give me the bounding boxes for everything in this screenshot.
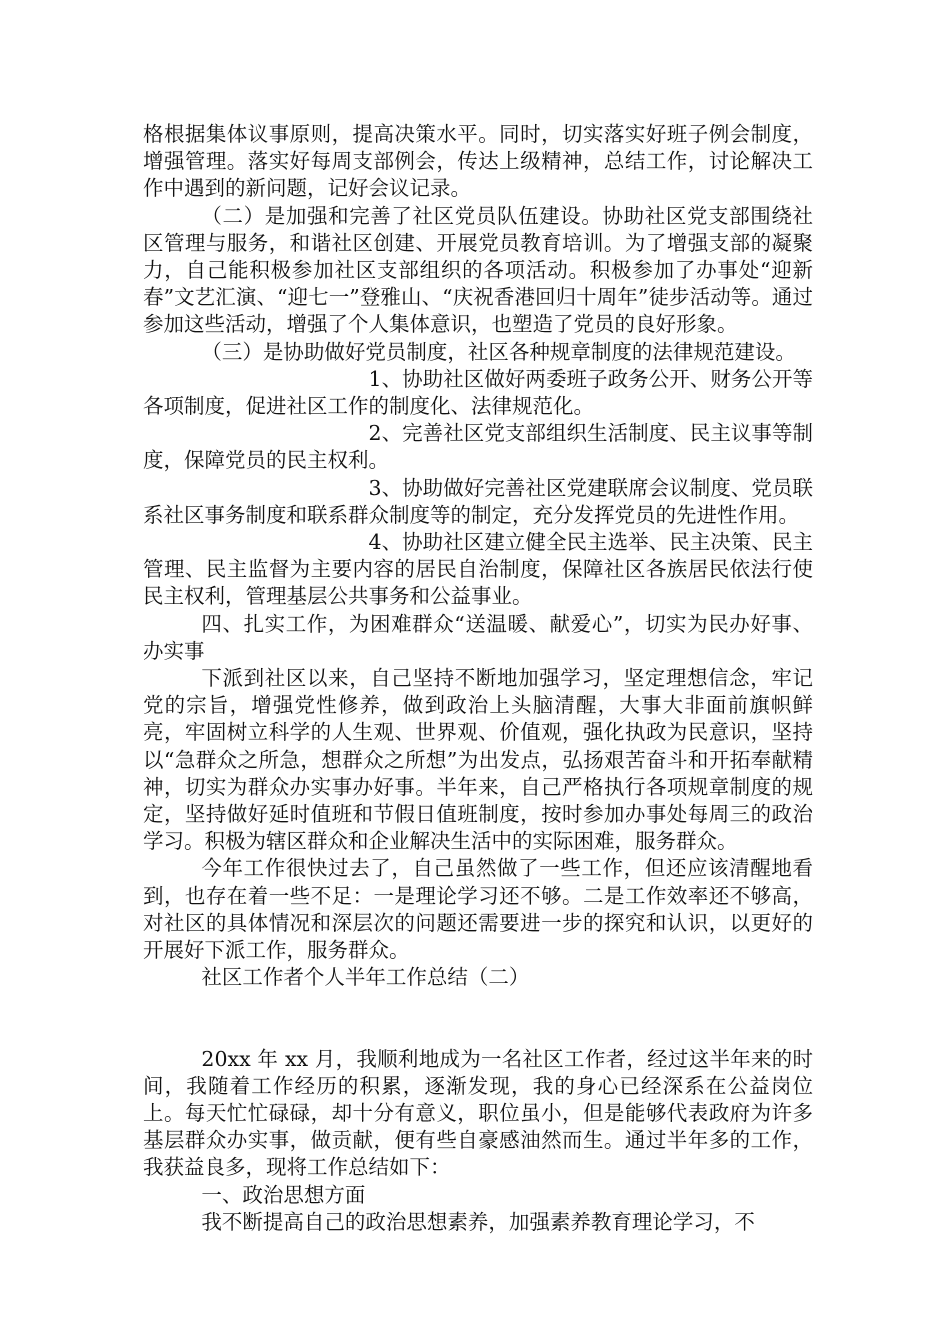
- paragraph-2: （二）是加强和完善了社区党员队伍建设。协助社区党支部围绕社区管理与服务，和谐社区创建、开展党员教育培训。为了增强支部的凝聚力，自己能积极参加社区支部组织的各项活动。积极参加了办事处“迎新春”文艺汇演、“迎七一”登雅山、“庆祝香港回归十周年”徒步活动等。通过参加这些活动，增强了个人集体意识，也塑造了党员的良好形象。: [143, 203, 813, 337]
- section-heading-politics: 一、政治思想方面: [201, 1182, 366, 1207]
- blank-spacer: [143, 992, 813, 1046]
- paragraph-6: 20xx 年 xx 月，我顺利地成为一名社区工作者，经过这半年来的时间，我随着工作经历的积累，逐渐发现，我的身心已经深系在公益岗位上。每天忙忙碌碌，却十分有意义，职位虽小，但是能够代表政府为许多基层群众办实事，做贡献，便有些自豪感油然而生。通过半年多的工作，我获益良多，现将工作总结如下：: [143, 1046, 813, 1180]
- section-heading-4: 四、扎实工作，为困难群众“送温暖、献爱心”，切实为民办好事、办实事: [143, 611, 813, 663]
- paragraph-1: 格根据集体议事原则，提高决策水平。同时，切实落实好班子例会制度，增强管理。落实好每周支部例会，传达上级精神，总结工作，讨论解决工作中遇到的新问题，记好会议记录。: [143, 122, 813, 201]
- list-item-3: 3、协助做好完善社区党建联席会议制度、党员联系社区事务制度和联系群众制度等的制定，充分发挥党员的先进性作用。: [143, 475, 813, 527]
- paragraph-3: （三）是协助做好党员制度，社区各种规章制度的法律规范建设。: [201, 339, 796, 364]
- paragraph-5: 今年工作很快过去了，自己虽然做了一些工作，但还应该清醒地看到，也存在着一些不足：一是理论学习还不够。二是工作效率还不够高，对社区的具体情况和深层次的问题还需要进一步的探究和认识，以更好的开展好下派工作，服务群众。: [143, 856, 813, 963]
- document-subtitle: 社区工作者个人半年工作总结（二）: [201, 965, 530, 990]
- paragraph-7: 我不断提高自己的政治思想素养，加强素养教育理论学习，不: [201, 1209, 755, 1234]
- list-item-2: 2、完善社区党支部组织生活制度、民主议事等制度，保障党员的民主权利。: [143, 421, 813, 473]
- paragraph-4: 下派到社区以来，自己坚持不断地加强学习，坚定理想信念，牢记党的宗旨，增强党性修养，做到政治上头脑清醒，大事大非面前旗帜鲜亮，牢固树立科学的人生观、世界观、价值观，强化执政为民意识，坚持以“急群众之所急，想群众之所想”为出发点，弘扬艰苦奋斗和开拓奉献精神，切实为群众办实事办好事。半年来，自己严格执行各项规章制度的规定，坚持做好延时值班和节假日值班制度，按时参加办事处每周三的政治学习。积极为辖区群众和企业解决生活中的实际困难，服务群众。: [143, 666, 813, 854]
- list-item-4: 4、协助社区建立健全民主选举、民主决策、民主管理、民主监督为主要内容的居民自治制度，保障社区各族居民依法行使民主权利，管理基层公共事务和公益事业。: [143, 530, 813, 609]
- document-body: [143, 121, 813, 1236]
- list-item-1: 1、协助社区做好两委班子政务公开、财务公开等各项制度，促进社区工作的制度化、法律规范化。: [143, 366, 813, 419]
